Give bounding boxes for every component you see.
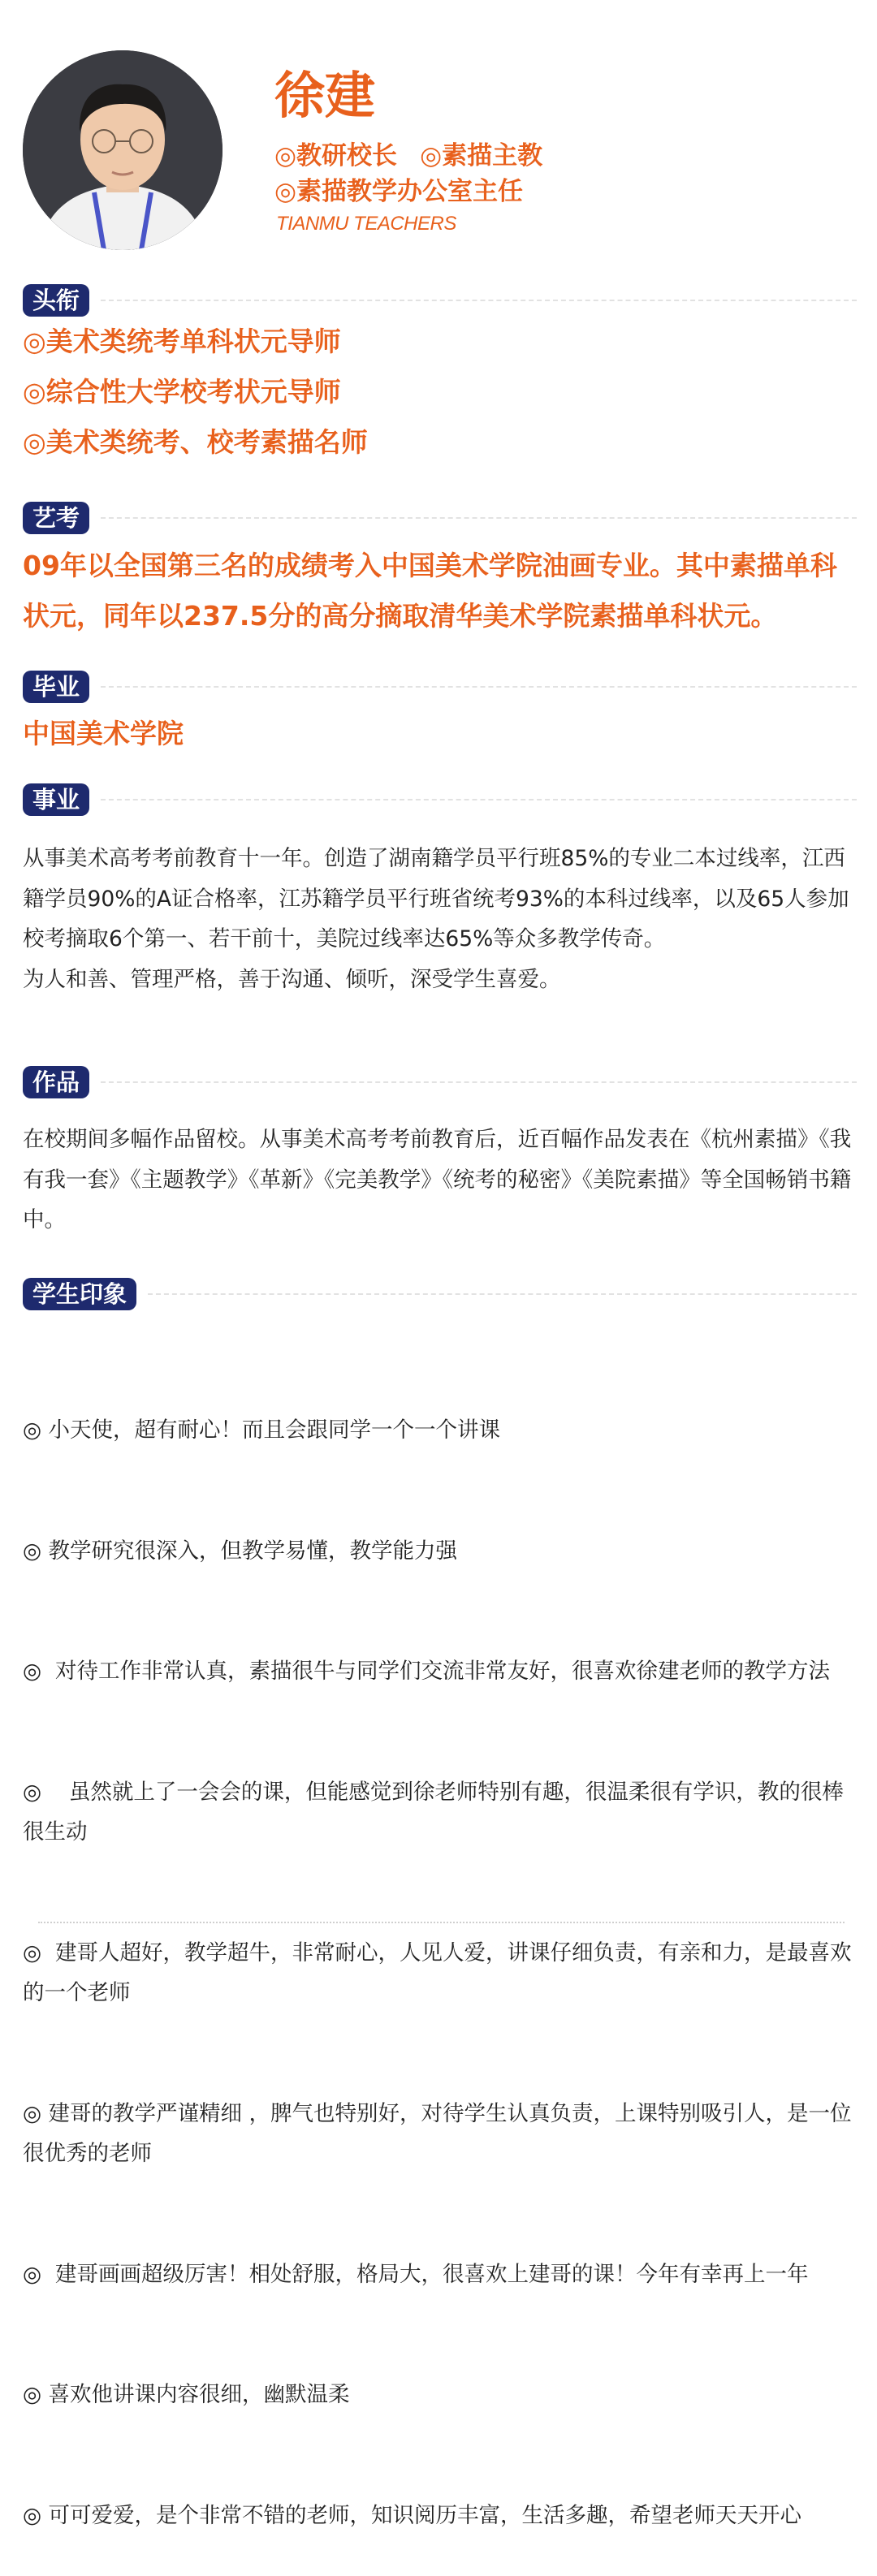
section-header-exam	[23, 502, 857, 534]
divider	[148, 1293, 857, 1295]
teacher-roles-line1	[274, 140, 542, 172]
teacher-roles-line2: ◎素描教学办公室主任	[274, 177, 524, 206]
divider	[101, 517, 857, 519]
impression-item: ◎ 小天使，超有耐心！而且会跟同学一个一个讲课	[23, 1417, 501, 1443]
role-item: ◎素描主教	[420, 141, 543, 170]
footer-divider	[38, 1922, 845, 1923]
career-paragraph: 为人和善、管理严格，善于沟通、倾听，深受学生喜爱。	[23, 966, 561, 992]
section-header-titles	[23, 284, 857, 317]
divider	[101, 686, 857, 688]
teacher-avatar	[23, 50, 222, 250]
section-badge: 毕业	[23, 671, 89, 703]
section-badge: 事业	[23, 783, 89, 816]
teacher-portrait-icon	[23, 50, 222, 250]
exam-text: 09年以全国第三名的成绩考入中国美术学院油画专业。其中素描单科状元，同年以237.5分的高分摘取清华美术学院素描单科状元。	[23, 550, 837, 632]
role-item: ◎教研校长	[274, 141, 398, 170]
impression-item: ◎ 建哥人超好，教学超牛，非常耐心，人见人爱，讲课仔细负责，有亲和力，是最喜欢的一个老师	[23, 1940, 852, 2005]
titles-list	[23, 317, 859, 468]
section-header-graduation	[23, 671, 857, 703]
impression-item: ◎ 虽然就上了一会会的课，但能感觉到徐老师特别有趣，很温柔很有学识，教的很棒很生动	[23, 1779, 844, 1845]
section-header-impressions	[23, 1278, 857, 1310]
brand-label: TIANMU TEACHERS	[276, 213, 456, 235]
impressions-list	[23, 1330, 859, 2576]
divider	[101, 799, 857, 800]
career-paragraph: 从事美术高考考前教育十一年。创造了湖南籍学员平行班85%的专业二本过线率，江西籍学员90%的A证合格率，江苏籍学员平行班省统考93%的本科过线率，以及65人参加校考摘取6个第一、若干前十，美院过线率达65%等众多教学传奇。	[23, 846, 849, 951]
section-badge: 学生印象	[23, 1278, 136, 1310]
divider	[101, 300, 857, 301]
impression-item: ◎ 喜欢他讲课内容很细，幽默温柔	[23, 2382, 350, 2407]
divider	[101, 1081, 857, 1083]
impression-item: ◎ 对待工作非常认真，素描很牛与同学们交流非常友好，很喜欢徐建老师的教学方法	[23, 1659, 830, 1684]
title-item: ◎美术类统考单科状元导师	[23, 326, 341, 357]
impression-item: ◎ 教学研究很深入，但教学易懂，教学能力强	[23, 1538, 458, 1564]
teacher-name: 徐建	[274, 66, 376, 125]
works-text: 在校期间多幅作品留校。从事美术高考考前教育后，近百幅作品发表在《杭州素描》《我有我一套》《主题教学》《革新》《完美教学》《统考的秘密》《美院素描》等全国畅销书籍中。	[23, 1127, 852, 1232]
section-header-career	[23, 783, 857, 816]
career-text	[23, 839, 859, 999]
title-item: ◎美术类统考、校考素描名师	[23, 426, 368, 458]
graduation-text: 中国美术学院	[23, 718, 184, 749]
section-badge: 头衔	[23, 284, 89, 317]
section-header-works	[23, 1066, 857, 1098]
title-item: ◎综合性大学校考状元导师	[23, 376, 341, 408]
section-badge: 艺考	[23, 502, 89, 534]
impression-item: ◎ 建哥的教学严谨精细 ，脾气也特别好，对待学生认真负责，上课特别吸引人，是一位很优秀的老师	[23, 2100, 852, 2166]
section-badge: 作品	[23, 1066, 89, 1098]
impression-item: ◎ 可可爱爱，是个非常不错的老师，知识阅历丰富，生活多趣，希望老师天天开心	[23, 2502, 802, 2528]
impression-item: ◎ 建哥画画超级厉害！相处舒服，格局大，很喜欢上建哥的课！今年有幸再上一年	[23, 2261, 809, 2287]
